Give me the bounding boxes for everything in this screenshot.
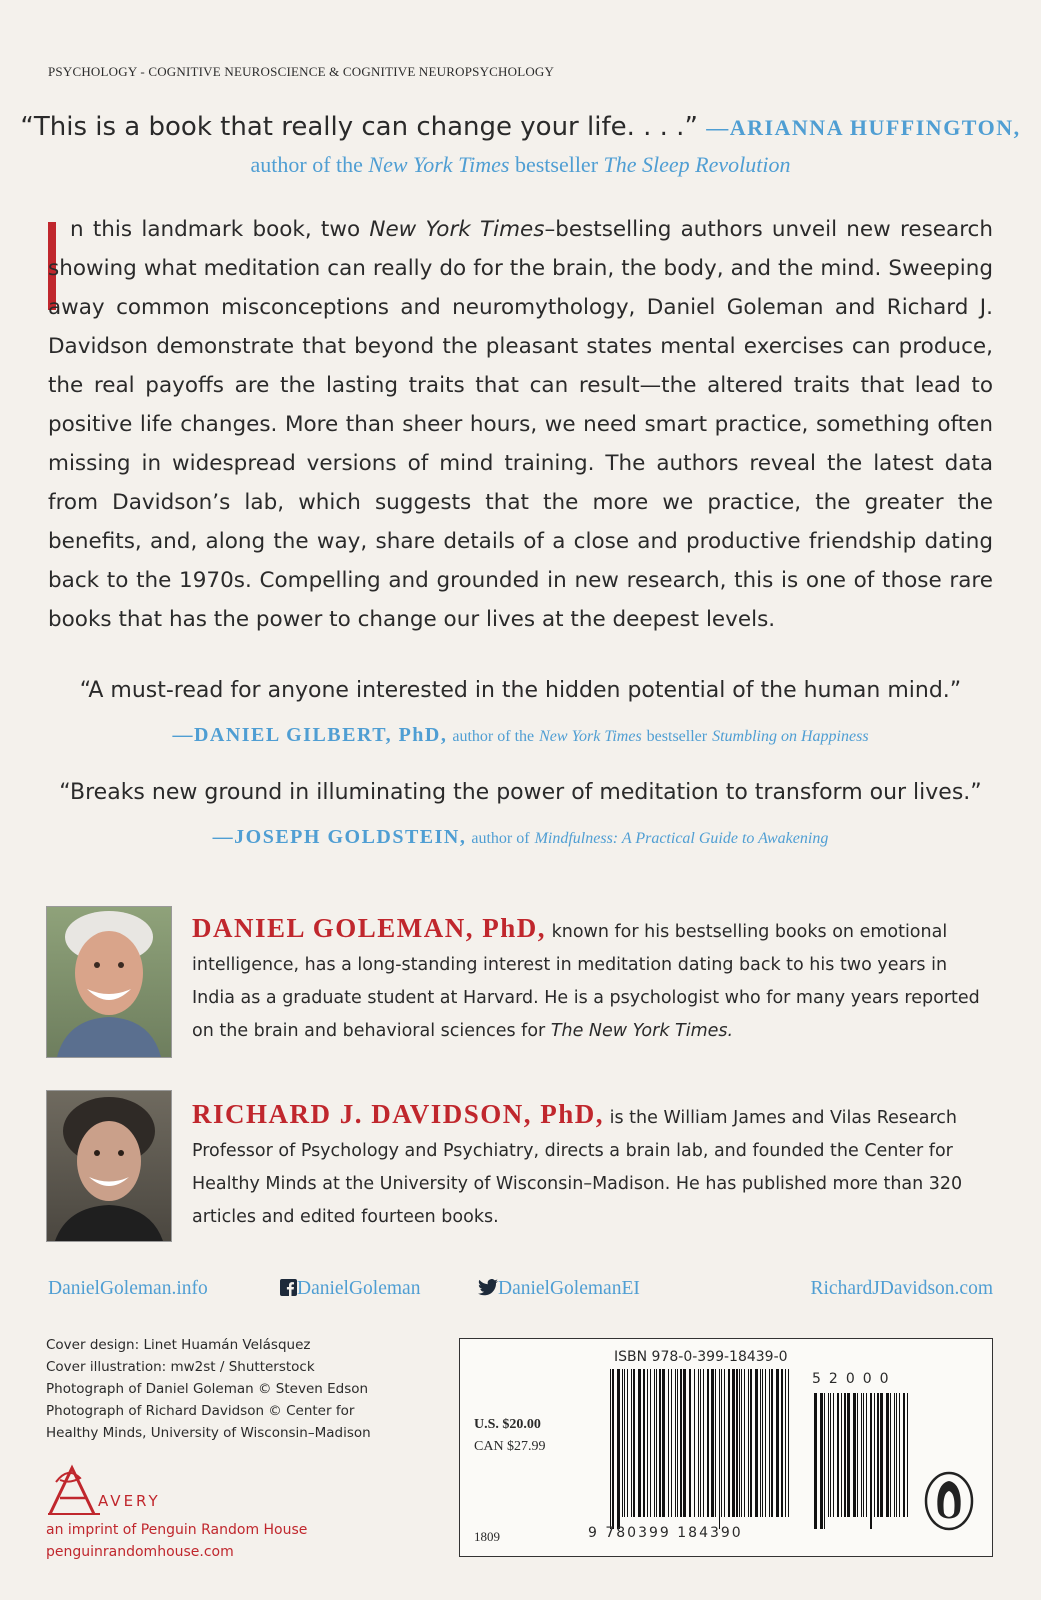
desc-part1: n this landmark book, two xyxy=(70,217,361,242)
bio-name: DANIEL GOLEMAN, PhD, xyxy=(192,913,547,943)
publisher-imprint xyxy=(46,1519,307,1563)
attr-author: —JOSEPH GOLDSTEIN, xyxy=(212,826,467,848)
barcode-bar xyxy=(748,1369,749,1517)
facebook-icon xyxy=(280,1279,297,1296)
barcode-bar xyxy=(830,1393,831,1517)
link-twitter[interactable] xyxy=(478,1278,640,1300)
barcode-bar xyxy=(617,1369,620,1529)
barcode-bar xyxy=(894,1393,895,1517)
barcode-bar xyxy=(675,1369,676,1517)
quote-goldstein: “Breaks new ground in illuminating the power of meditation to transform our lives.” xyxy=(59,780,982,805)
barcode-bar xyxy=(659,1369,661,1517)
barcode-bar xyxy=(741,1369,742,1517)
barcode-bar xyxy=(633,1369,635,1517)
price-can: CAN $27.99 xyxy=(474,1439,546,1454)
barcode-bar xyxy=(724,1369,725,1517)
credit-line: Cover design: Linet Huamán Velásquez xyxy=(46,1337,311,1353)
attr-prefix: author of the xyxy=(250,152,363,177)
barcode-bar xyxy=(861,1393,862,1517)
barcode-bar xyxy=(771,1369,773,1517)
lead-quote-attribution xyxy=(0,152,1041,178)
barcode-bar xyxy=(711,1369,714,1517)
cover-credits xyxy=(46,1334,426,1444)
barcode-bar xyxy=(643,1369,645,1517)
barcode-bar xyxy=(762,1369,763,1517)
barcode-bar xyxy=(671,1369,672,1517)
publisher-name: AVERY xyxy=(98,1492,161,1510)
barcode-bar xyxy=(886,1393,889,1517)
barcode-bar xyxy=(622,1369,623,1517)
barcode-bar xyxy=(844,1393,846,1517)
quote-gilbert-attribution xyxy=(0,724,1041,747)
bio-paper: The New York Times. xyxy=(550,1021,734,1041)
barcode-bar xyxy=(624,1369,625,1517)
facebook-handle: DanielGoleman xyxy=(297,1278,421,1299)
barcode-bar xyxy=(863,1393,864,1517)
barcode-bar xyxy=(866,1393,867,1517)
barcode-bar xyxy=(703,1369,704,1517)
barcode-bar xyxy=(719,1369,720,1529)
barcode-bar xyxy=(650,1369,651,1517)
barcode-bar xyxy=(890,1393,891,1517)
isbn: ISBN 978-0-399-18439-0 xyxy=(614,1349,788,1365)
attr-mid: bestseller xyxy=(646,728,708,745)
barcode-bar xyxy=(820,1393,823,1529)
barcode-bar xyxy=(870,1393,872,1529)
credit-line: Healthy Minds, University of Wisconsin–Madison xyxy=(46,1425,371,1441)
barcode-bar xyxy=(689,1369,691,1517)
barcode-bar xyxy=(612,1369,614,1529)
barcode-bar xyxy=(837,1393,839,1517)
addon-digits: 52000 xyxy=(812,1371,897,1387)
barcode-bar xyxy=(680,1369,682,1517)
link-davidson-site[interactable]: RichardJDavidson.com xyxy=(810,1278,993,1299)
imprint-line: an imprint of Penguin Random House xyxy=(46,1522,308,1538)
barcode-bar xyxy=(781,1369,783,1517)
credit-line: Photograph of Daniel Goleman © Steven Edson xyxy=(46,1381,369,1397)
barcode-bar xyxy=(877,1393,879,1517)
barcode-bar xyxy=(732,1369,735,1517)
barcode-bar xyxy=(896,1393,897,1517)
barcode-bar xyxy=(833,1393,834,1517)
barcode-bar xyxy=(627,1369,628,1517)
author-photo-davidson xyxy=(46,1090,172,1242)
attr-paper: New York Times xyxy=(368,152,510,177)
barcode-bar xyxy=(739,1369,740,1517)
bio-name: RICHARD J. DAVIDSON, PhD, xyxy=(192,1099,605,1129)
attr-prefix: author of xyxy=(471,830,530,847)
attr-book: Mindfulness: A Practical Guide to Awakening xyxy=(534,830,829,847)
author-photo-goleman xyxy=(46,906,172,1058)
barcode-bar xyxy=(736,1369,738,1517)
barcode-bar xyxy=(755,1369,758,1517)
barcode-bar xyxy=(662,1369,665,1517)
twitter-handle: DanielGolemanEI xyxy=(498,1278,640,1299)
attr-book: The Sleep Revolution xyxy=(603,152,791,177)
credit-line: Photograph of Richard Davidson © Center for xyxy=(46,1403,355,1419)
barcode-digits: 9 780399 184390 xyxy=(588,1525,743,1541)
link-goleman-site[interactable]: DanielGoleman.info xyxy=(48,1278,208,1299)
barcode-bar xyxy=(899,1393,900,1517)
attr-paper: New York Times xyxy=(539,728,642,745)
barcode-bar xyxy=(847,1393,850,1517)
lead-quote xyxy=(0,112,1041,142)
publisher-website[interactable]: penguinrandomhouse.com xyxy=(46,1544,234,1560)
barcode-bar xyxy=(841,1393,842,1517)
barcode-bar xyxy=(631,1369,632,1517)
barcode-bar xyxy=(677,1369,678,1517)
desc-part2: –bestselling authors unveil new research showing what meditation can really do for the brain, the body, and the mind. Sweeping away common misconceptions and neuromythology, Daniel Goleman and Richard J. Davidson demonstrate that beyond the pleasant states mental exercises can produce, the real payoffs are the lasting traits that can result—the altered traits that lead to positive life changes. More than sheer hours, we need smart practice, something often missing in widespread versions of mind training. The authors reveal the latest data from Davidson’s lab, which suggests that the more we practice, the greater the benefits, and, along the way, share details of a close and productive friendship dating back to the 1970s. Compelling and grounded in new research, this is one of those rare books that has the power to change our lives at the deepest levels. xyxy=(48,217,994,632)
barcode-bar xyxy=(728,1369,730,1517)
barcode-bar xyxy=(853,1393,856,1517)
print-code: 1809 xyxy=(474,1529,500,1544)
barcode-bar xyxy=(654,1369,655,1517)
barcode-bar xyxy=(656,1369,657,1517)
quote-gilbert: “A must-read for anyone interested in the hidden potential of the human mind.” xyxy=(79,678,962,703)
penguin-logo-icon xyxy=(924,1471,974,1531)
barcode-bar xyxy=(700,1369,701,1517)
barcode-bar xyxy=(857,1393,858,1517)
barcode-bar xyxy=(715,1369,716,1517)
attr-author: —DANIEL GILBERT, PhD, xyxy=(172,724,448,746)
barcode-icon xyxy=(610,1369,790,1529)
attr-prefix: author of the xyxy=(452,728,535,745)
bio-text: known for his bestselling books on emotional intelligence, has a long-standing interest in meditation dating back to his two years in India as a graduate student at Harvard. He is a psychologist who for many years reported on the brain and behavioral sciences for xyxy=(192,922,980,1041)
barcode-bar xyxy=(721,1369,722,1517)
barcode-bar xyxy=(788,1369,789,1517)
barcode-bar xyxy=(668,1369,669,1517)
barcode-bar xyxy=(776,1369,779,1517)
portrait-illustration xyxy=(47,1091,171,1241)
bio-text: is the William James and Vilas Research Professor of Psychology and Psychiatry, directs a brain lab, and founded the Center for Healthy Minds at the University of Wisconsin–Madison. He has published more than 320 articles and edited fourteen books. xyxy=(192,1108,963,1227)
barcode-bar xyxy=(744,1369,745,1517)
barcode-bar xyxy=(828,1393,829,1517)
portrait-illustration xyxy=(47,907,171,1057)
lead-quote-text: “This is a book that really can change your life. . . .” xyxy=(20,112,698,142)
barcode-bar xyxy=(647,1369,648,1517)
credit-line: Cover illustration: mw2st / Shutterstock xyxy=(46,1359,315,1375)
barcode-bar xyxy=(707,1369,709,1517)
barcode-bar xyxy=(698,1369,699,1517)
twitter-icon xyxy=(478,1279,498,1296)
barcode-bar xyxy=(760,1369,761,1517)
desc-nyt: New York Times xyxy=(369,217,545,242)
addon-barcode-icon xyxy=(814,1393,909,1529)
barcode-box xyxy=(459,1338,993,1557)
attr-book: Stumbling on Happiness xyxy=(712,728,869,745)
barcode-bar xyxy=(903,1393,905,1517)
attr-mid: bestseller xyxy=(514,152,599,177)
barcode-bar xyxy=(750,1369,752,1517)
category-label: PSYCHOLOGY - COGNITIVE NEUROSCIENCE & COGNITIVE NEUROPSYCHOLOGY xyxy=(48,64,555,79)
barcode-bar xyxy=(785,1369,786,1517)
link-facebook[interactable] xyxy=(280,1278,420,1300)
barcode-bar xyxy=(683,1369,686,1517)
barcode-bar xyxy=(880,1393,883,1517)
price-us: U.S. $20.00 xyxy=(474,1417,541,1432)
barcode-bar xyxy=(638,1369,641,1517)
barcode-bar xyxy=(907,1393,908,1517)
bio-davidson xyxy=(192,1098,992,1234)
book-description xyxy=(48,210,993,639)
barcode-bar xyxy=(769,1369,770,1517)
barcode-bar xyxy=(694,1369,695,1517)
barcode-bar xyxy=(814,1393,817,1529)
lead-quote-author: —ARIANNA HUFFINGTON, xyxy=(706,115,1021,140)
barcode-bar xyxy=(765,1369,766,1517)
barcode-bar xyxy=(874,1393,875,1517)
barcode-bar xyxy=(610,1369,611,1529)
bio-goleman xyxy=(192,912,992,1048)
quote-goldstein-attribution xyxy=(0,826,1041,849)
barcode-bar xyxy=(824,1393,825,1529)
